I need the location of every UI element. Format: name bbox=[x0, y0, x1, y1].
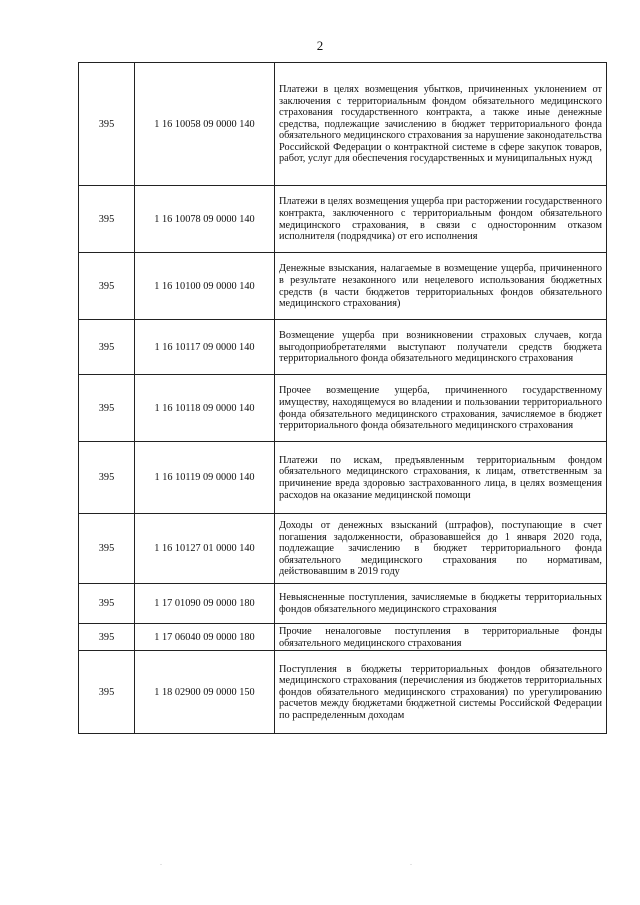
description-cell: Платежи в целях возмещения ущерба при расторжении государственного контракта, заключенного с территориальным фондом обязательного медицинского страхования, в связи с односторонним отказом исполнителя (подрядчика) от его исполнения bbox=[275, 186, 607, 253]
description-cell: Денежные взыскания, налагаемые в возмещение ущерба, причиненного в результате незаконного или нецелевого использования бюджетных средств (в части бюджетов территориальных фондов обязательного медицинского страхования) bbox=[275, 253, 607, 320]
scan-mark: . bbox=[160, 858, 162, 867]
admin-code-cell: 395 bbox=[79, 63, 135, 186]
admin-code-cell: 395 bbox=[79, 375, 135, 442]
budget-codes-table bbox=[78, 62, 607, 734]
description-cell: Поступления в бюджеты территориальных фондов обязательного медицинского страхования (перечисления из бюджетов территориальных фондов обязательного медицинского страхования) по урегулированию расчетов между бюджетами бюджетной системы Российской Федерации по распределенным доходам bbox=[275, 651, 607, 734]
budget-code-cell: 1 16 10058 09 0000 140 bbox=[135, 63, 275, 186]
budget-code-cell: 1 16 10117 09 0000 140 bbox=[135, 320, 275, 375]
table-row bbox=[79, 584, 607, 624]
budget-code-cell: 1 16 10118 09 0000 140 bbox=[135, 375, 275, 442]
description-cell: Возмещение ущерба при возникновении страховых случаев, когда выгодоприобретателями выступают получатели средств бюджета территориального фонда обязательного медицинского страхования bbox=[275, 320, 607, 375]
description-cell: Невыясненные поступления, зачисляемые в бюджеты территориальных фондов обязательного медицинского страхования bbox=[275, 584, 607, 624]
admin-code-cell: 395 bbox=[79, 624, 135, 651]
budget-code-cell: 1 16 10127 01 0000 140 bbox=[135, 514, 275, 584]
table-row bbox=[79, 514, 607, 584]
table-row bbox=[79, 253, 607, 320]
budget-code-cell: 1 18 02900 09 0000 150 bbox=[135, 651, 275, 734]
description-cell: Доходы от денежных взысканий (штрафов), поступающие в счет погашения задолженности, образовавшейся до 1 января 2020 года, подлежащие зачислению в бюджет территориального фонда обязательного медицинского страхования по нормативам, действовавшим в 2019 году bbox=[275, 514, 607, 584]
page-number: 2 bbox=[316, 38, 324, 53]
budget-code-cell: 1 16 10078 09 0000 140 bbox=[135, 186, 275, 253]
budget-code-cell: 1 17 01090 09 0000 180 bbox=[135, 584, 275, 624]
budget-code-cell: 1 16 10119 09 0000 140 bbox=[135, 442, 275, 514]
description-cell: Платежи по искам, предъявленным территориальным фондом обязательного медицинского страхования, к лицам, ответственным за причинение вреда здоровью застрахованного лица, в целях возмещения расходов на оказание медицинской помощи bbox=[275, 442, 607, 514]
admin-code-cell: 395 bbox=[79, 442, 135, 514]
admin-code-cell: 395 bbox=[79, 514, 135, 584]
budget-code-cell: 1 16 10100 09 0000 140 bbox=[135, 253, 275, 320]
table-row bbox=[79, 375, 607, 442]
table-row bbox=[79, 186, 607, 253]
table-row bbox=[79, 624, 607, 651]
budget-code-cell: 1 17 06040 09 0000 180 bbox=[135, 624, 275, 651]
admin-code-cell: 395 bbox=[79, 584, 135, 624]
admin-code-cell: 395 bbox=[79, 186, 135, 253]
admin-code-cell: 395 bbox=[79, 651, 135, 734]
table-row bbox=[79, 320, 607, 375]
table-row bbox=[79, 63, 607, 186]
admin-code-cell: 395 bbox=[79, 253, 135, 320]
admin-code-cell: 395 bbox=[79, 320, 135, 375]
description-cell: Прочие неналоговые поступления в территориальные фонды обязательного медицинского страхования bbox=[275, 624, 607, 651]
scan-mark: . bbox=[410, 858, 412, 867]
description-cell: Платежи в целях возмещения убытков, причиненных уклонением от заключения с территориальным фондом обязательного медицинского страхования государственного контракта, а также иные денежные средства, подлежащие зачислению в бюджет территориального фонда обязательного медицинского страхования за нарушение законодательства Российской Федерации о контрактной системе в сфере закупок товаров, работ, услуг для обеспечения государственных и муниципальных нужд bbox=[275, 63, 607, 186]
table-row bbox=[79, 651, 607, 734]
description-cell: Прочее возмещение ущерба, причиненного государственному имуществу, находящемуся во владении и пользовании территориального фонда обязательного медицинского страхования, зачисляемое в бюджет территориального фонда обязательного медицинского страхования bbox=[275, 375, 607, 442]
table-row bbox=[79, 442, 607, 514]
